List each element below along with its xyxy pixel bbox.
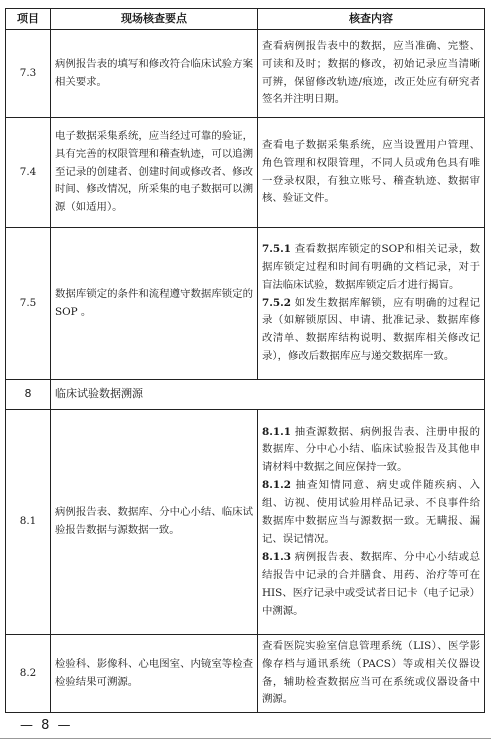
row-7-3 <box>6 30 485 118</box>
row-number: 7.5 <box>6 228 51 380</box>
content-item: 8.1.3 病例报告表、数据库、分中心小结或总结报告中记录的合并膳食、用药、治疗等可在HIS、医疗记录中或受试者日记卡（电子记录）中溯源。 <box>262 550 480 617</box>
header-check-point: 现场核查要点 <box>51 9 258 30</box>
row-7-5 <box>6 228 485 380</box>
check-content <box>258 410 485 635</box>
row-8-2 <box>6 635 485 713</box>
row-8-1 <box>6 410 485 635</box>
check-content: 查看电子数据采集系统，应当设置用户管理、角色管理和权限管理，不同人员或角色具有唯一登录权限，有独立账号、稽查轨迹、数据审核、验证文件。 <box>258 118 485 228</box>
row-number: 8.1 <box>6 410 51 635</box>
page-edge-divider <box>0 738 491 739</box>
check-point: 病例报告表、数据库、分中心小结、临床试验报告数据与源数据一致。 <box>51 410 258 635</box>
check-content: 查看病例报告表中的数据，应当准确、完整、可读和及时；数据的修改，初始记录应当清晰可辨，保留修改轨迹/痕迹，改正处应有研究者签名并注明日期。 <box>258 30 485 118</box>
check-point: 病例报告表的填写和修改符合临床试验方案相关要求。 <box>51 30 258 118</box>
check-content: 查看医院实验室信息管理系统（LIS）、医学影像存档与通讯系统（PACS）等或相关仪器设备，辅助检查数据应当可在系统或仪器设备中溯源。 <box>258 635 485 713</box>
check-content <box>258 228 485 380</box>
check-point: 数据库锁定的条件和流程遵守数据库锁定的SOP 。 <box>51 228 258 380</box>
section-title: 临床试验数据溯源 <box>51 380 485 410</box>
content-item: 8.1.2 抽查知情同意、病史或伴随疾病、入组、访视、使用试验用样品记录、不良事件给数据库中数据应当与源数据一致。无瞒报、漏记、误记情况。 <box>262 479 480 545</box>
check-point: 检验科、影像科、心电图室、内镜室等检查检验结果可溯源。 <box>51 635 258 713</box>
header-row <box>6 9 485 30</box>
check-point: 电子数据采集系统，应当经过可靠的验证，具有完善的权限管理和稽查轨迹，可以追溯至记录的创建者、创建时间或修改者、修改时间、修改情况，所采集的电子数据可以溯源（如适用）。 <box>51 118 258 228</box>
content-item: 8.1.1 抽查源数据、病例报告表、注册申报的数据库、分中心小结、临床试验报告及其他申请材料中数据之间应保持一致。 <box>262 425 480 474</box>
page-number: — 8 — <box>20 718 73 733</box>
content-item: 7.5.1 查看数据库锁定的SOP和相关记录，数据库锁定过程和时间有明确的文档记录，对于盲法临床试验，数据库锁定后才进行揭盲。 <box>262 242 480 291</box>
row-number: 7.3 <box>6 30 51 118</box>
row-number: 8.2 <box>6 635 51 713</box>
header-item: 项目 <box>6 9 51 30</box>
row-number: 7.4 <box>6 118 51 228</box>
content-item: 7.5.2 如发生数据库解锁，应有明确的过程记录（如解锁原因、申请、批准记录、数据库修改清单、数据库结构说明、数据库相关修改记录），修改后数据库应与递交数据库一致。 <box>262 296 480 363</box>
row-8-section <box>6 380 485 410</box>
inspection-table <box>5 8 485 713</box>
header-check-content: 核查内容 <box>258 9 485 30</box>
row-number: 8 <box>6 380 51 410</box>
row-7-4 <box>6 118 485 228</box>
